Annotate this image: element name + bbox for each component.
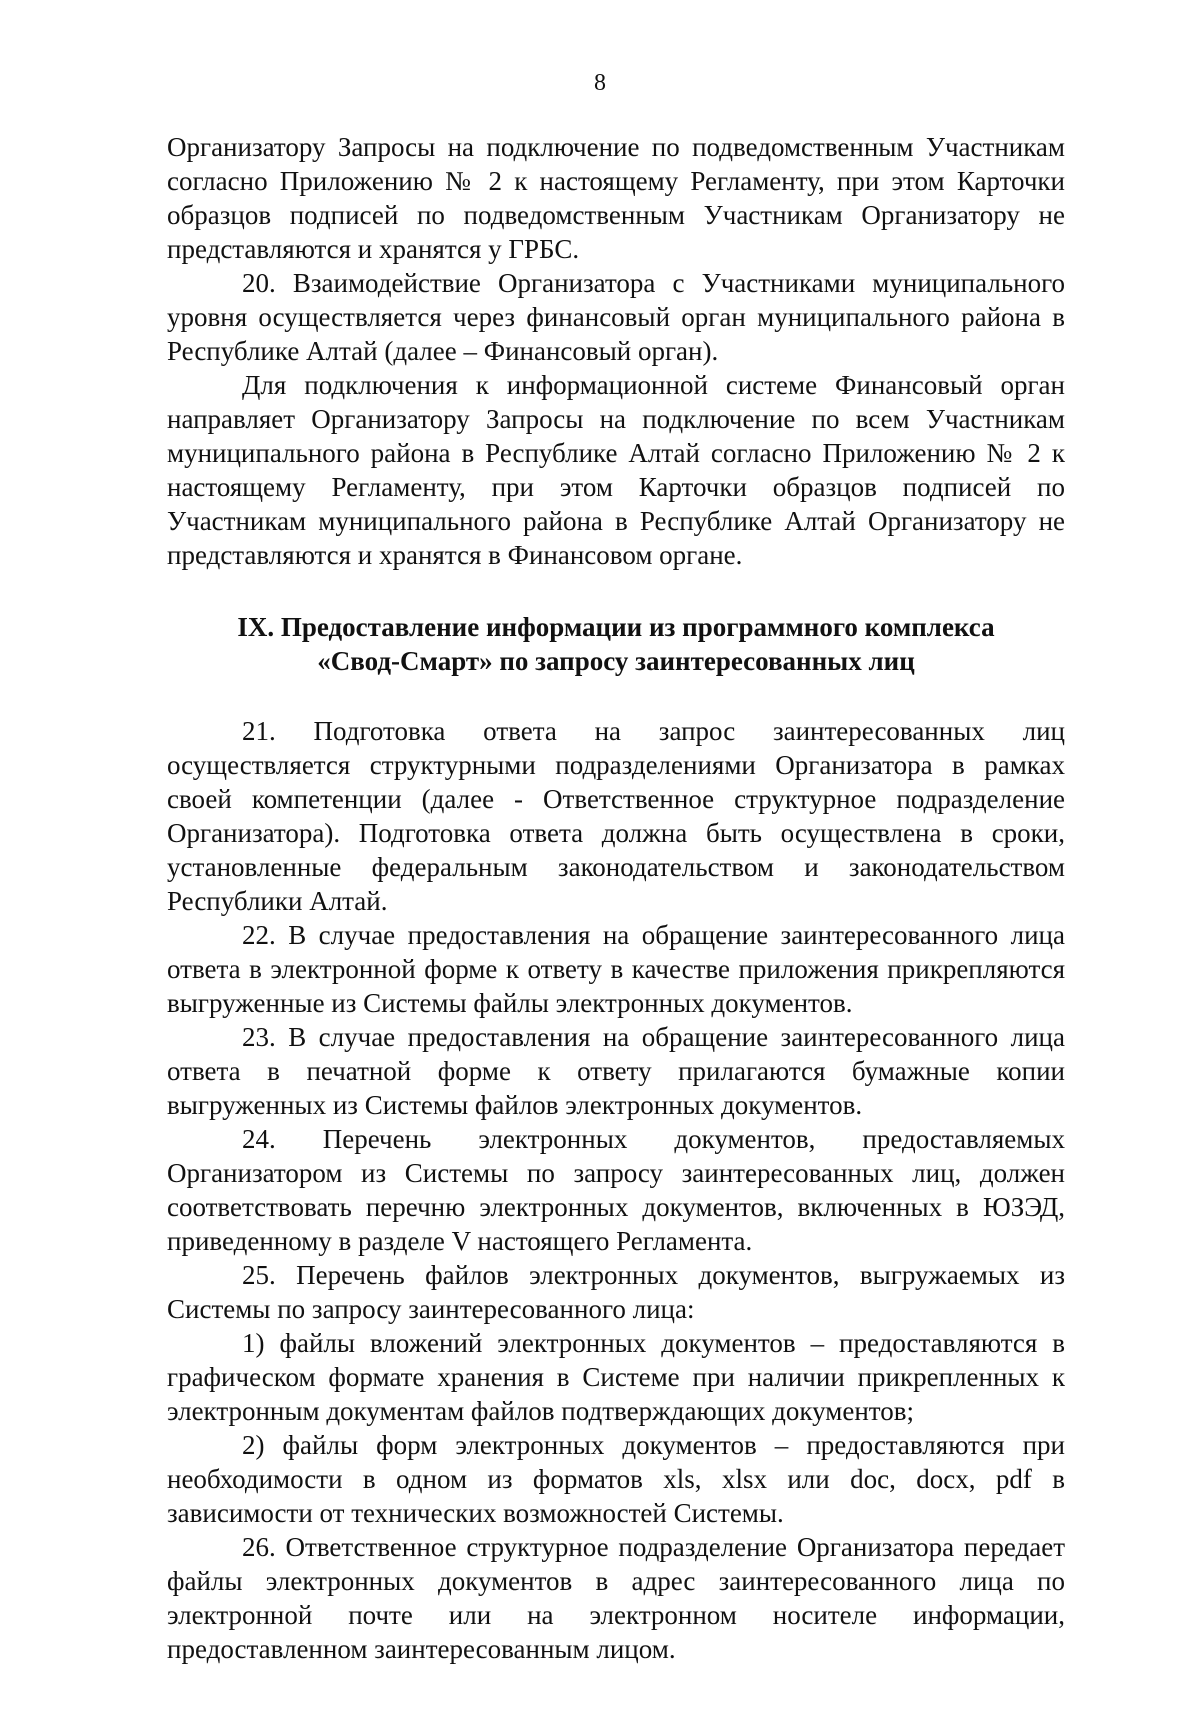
paragraph-26: 26. Ответственное структурное подразделение Организатора передает файлы электронных документов в адрес заинтересованного лица по электронной почте или на электронном носителе информации, предоставленном заинтересованным лицом. bbox=[167, 1532, 1065, 1664]
paragraph-20: 20. Взаимодействие Организатора с Участниками муниципального уровня осуществляется через финансовый орган муниципального района в Республике Алтай (далее – Финансовый орган). bbox=[167, 268, 1065, 366]
section-heading-line-2: «Свод-Смарт» по запросу заинтересованных лиц bbox=[317, 646, 915, 676]
section-heading-line-1: IX. Предоставление информации из программного комплекса bbox=[237, 612, 995, 642]
list-item-1: 1) файлы вложений электронных документов – предоставляются в графическом формате хранения в Системе при наличии прикрепленных к электронным документам файлов подтверждающих документов; bbox=[167, 1328, 1065, 1426]
paragraph-22: 22. В случае предоставления на обращение заинтересованного лица ответа в электронной форме к ответу в качестве приложения прикрепляются выгруженные из Системы файлы электронных документов. bbox=[167, 920, 1065, 1018]
paragraph-21: 21. Подготовка ответа на запрос заинтересованных лиц осуществляется структурными подразделениями Организатора в рамках своей компетенции (далее - Ответственное структурное подразделение Организатора). Подготовка ответа должна быть осуществлена в сроки, установленные федеральным законодательством и законодательством Республики Алтай. bbox=[167, 716, 1065, 916]
paragraph-24: 24. Перечень электронных документов, предоставляемых Организатором из Системы по запросу заинтересованных лиц, должен соответствовать перечню электронных документов, включенных в ЮЗЭД, приведенному в разделе V настоящего Регламента. bbox=[167, 1124, 1065, 1256]
paragraph-25: 25. Перечень файлов электронных документов, выгружаемых из Системы по запросу заинтересованного лица: bbox=[167, 1260, 1065, 1324]
paragraph-continuation: Организатору Запросы на подключение по подведомственным Участникам согласно Приложению № 2 к настоящему Регламенту, при этом Карточки образцов подписей по подведомственным Участникам Организатору не представляются и хранятся у ГРБС. bbox=[167, 132, 1065, 264]
document-body bbox=[167, 130, 1065, 1666]
section-heading bbox=[167, 610, 1065, 678]
list-item-2: 2) файлы форм электронных документов – предоставляются при необходимости в одном из форматов xls, xlsx или doc, docx, pdf в зависимости от технических возможностей Системы. bbox=[167, 1430, 1065, 1528]
page-number: 8 bbox=[594, 70, 606, 96]
paragraph-20-continued: Для подключения к информационной системе Финансовый орган направляет Организатору Запросы на подключение по всем Участникам муниципального района в Республике Алтай согласно Приложению № 2 к настоящему Регламенту, при этом Карточки образцов подписей по Участникам муниципального района в Республике Алтай Организатору не представляются и хранятся в Финансовом органе. bbox=[167, 370, 1065, 570]
paragraph-23: 23. В случае предоставления на обращение заинтересованного лица ответа в печатной форме к ответу прилагаются бумажные копии выгруженных из Системы файлов электронных документов. bbox=[167, 1022, 1065, 1120]
